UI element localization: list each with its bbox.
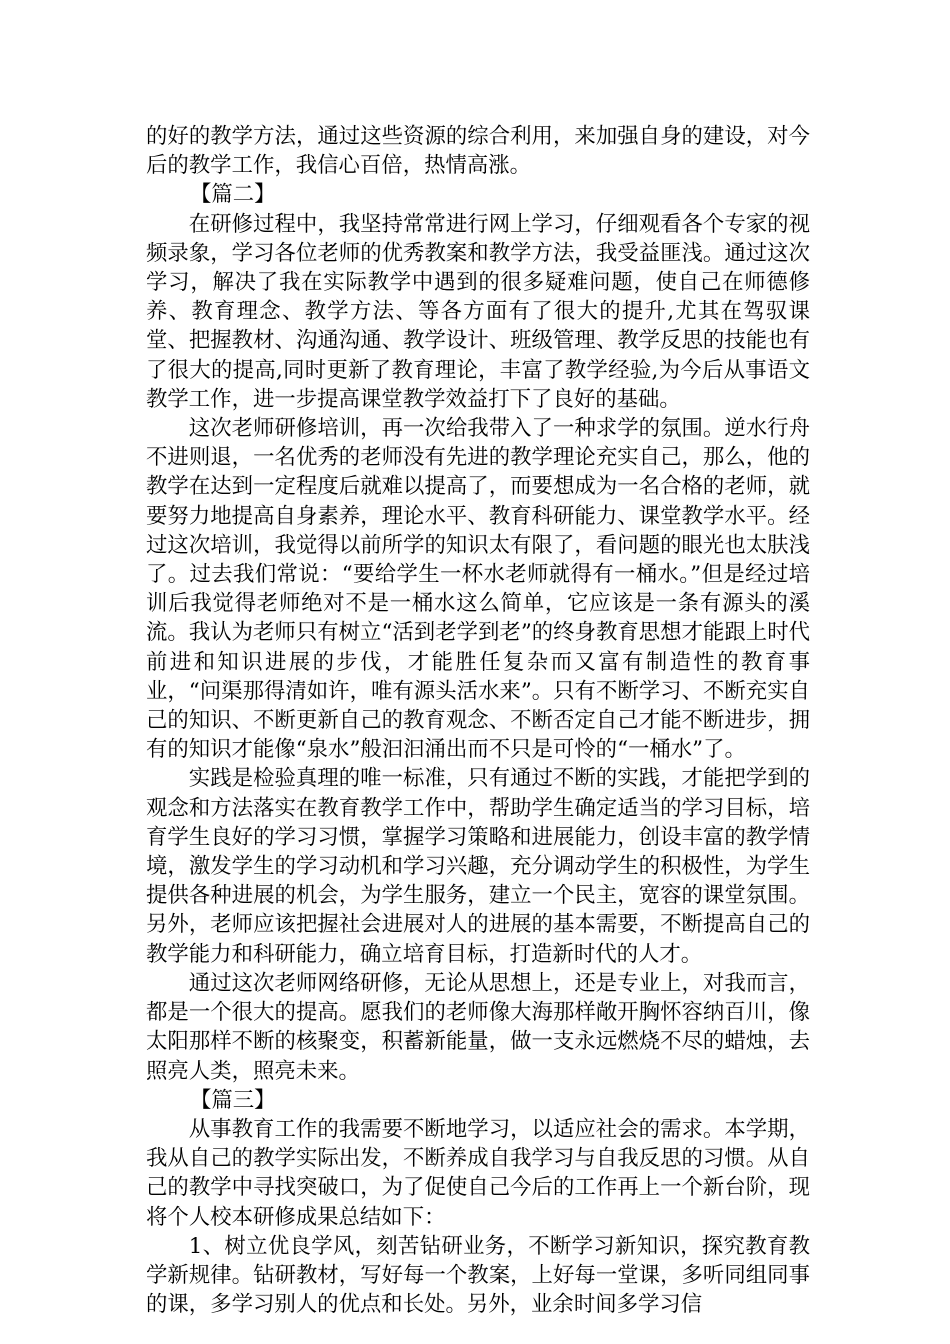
paragraph: 实践是检验真理的唯一标准，只有通过不断的实践，才能把学到的观念和方法落实在教育教学工作中，帮助学生确定适当的学习目标，培育学生良好的学习习惯，掌握学习策略和进展能力，创设丰富的教学情境，激发学生的学习动机和学习兴趣，充分调动学生的积极性，为学生提供各种进展的机会，为学生服务，建立一个民主，宽容的课堂氛围。另外，老师应该把握社会进展对人的进展的基本需要，不断提高自己的教学能力和科研能力，确立培育目标，打造新时代的人才。 <box>146 766 810 967</box>
section-heading-part-two: 【篇二】 <box>190 182 276 208</box>
paragraph: 在研修过程中，我坚持常常进行网上学习，仔细观看各个专家的视频录象，学习各位老师的优秀教案和教学方法，我受益匪浅。通过这次学习，解决了我在实际教学中遇到的很多疑难问题，使自己在师德修养、教育理念、教学方法、等各方面有了很大的提升,尤其在驾驭课堂、把握教材、沟通沟通、教学设计、班级管理、教学反思的技能也有了很大的提高,同时更新了教育理论，丰富了教学经验,为今后从事语文教学工作，进一步提高课堂教学效益打下了良好的基础。 <box>146 211 810 412</box>
paragraph: 1、树立优良学风，刻苦钻研业务，不断学习新知识，探究教育教学新规律。钻研教材，写好每一个教案，上好每一堂课，多听同组同事的课，多学习别人的优点和长处。另外，业余时间多学习信 <box>146 1233 810 1318</box>
section-heading-part-three: 【篇三】 <box>190 1087 276 1113</box>
paragraph: 通过这次老师网络研修，无论从思想上，还是专业上，对我而言，都是一个很大的提高。愿我们的老师像大海那样敞开胸怀容纳百川，像太阳那样不断的核聚变，积蓄新能量，做一支永远燃烧不尽的蜡烛，去照亮人类，照亮未来。 <box>146 970 810 1084</box>
paragraph: 这次老师研修培训，再一次给我带入了一种求学的氛围。逆水行舟不进则退，一名优秀的老师没有先进的教学理论充实自己，那么，他的教学在达到一定程度后就难以提高了，而要想成为一名合格的老师，就要努力地提高自身素养，理论水平、教育科研能力、课堂教学水平。经过这次培训，我觉得以前所学的知识太有限了，看问题的眼光也太肤浅了。过去我们常说：“要给学生一杯水老师就得有一桶水。”但是经过培训后我觉得老师绝对不是一桶水这么简单，它应该是一条有源头的溪流。我认为老师只有树立“活到老学到老”的终身教育思想才能跟上时代前进和知识进展的步伐，才能胜任复杂而又富有制造性的教育事业，“问渠那得清如许，唯有源头活水来”。只有不断学习、不断充实自己的知识、不断更新自己的教育观念、不断否定自己才能不断进步，拥有的知识才能像“泉水”般汩汩涌出而不只是可怜的“一桶水”了。 <box>146 416 810 763</box>
paragraph-continuation: 的好的教学方法，通过这些资源的综合利用，来加强自身的建设，对今后的教学工作，我信心百倍，热情高涨。 <box>146 124 810 179</box>
paragraph: 从事教育工作的我需要不断地学习，以适应社会的需求。本学期，我从自己的教学实际出发，不断养成自我学习与自我反思的习惯。从自己的教学中寻找突破口，为了促使自己今后的工作再上一个新台阶，现将个人校本研修成果总结如下： <box>146 1116 810 1230</box>
document-page <box>146 122 810 1319</box>
